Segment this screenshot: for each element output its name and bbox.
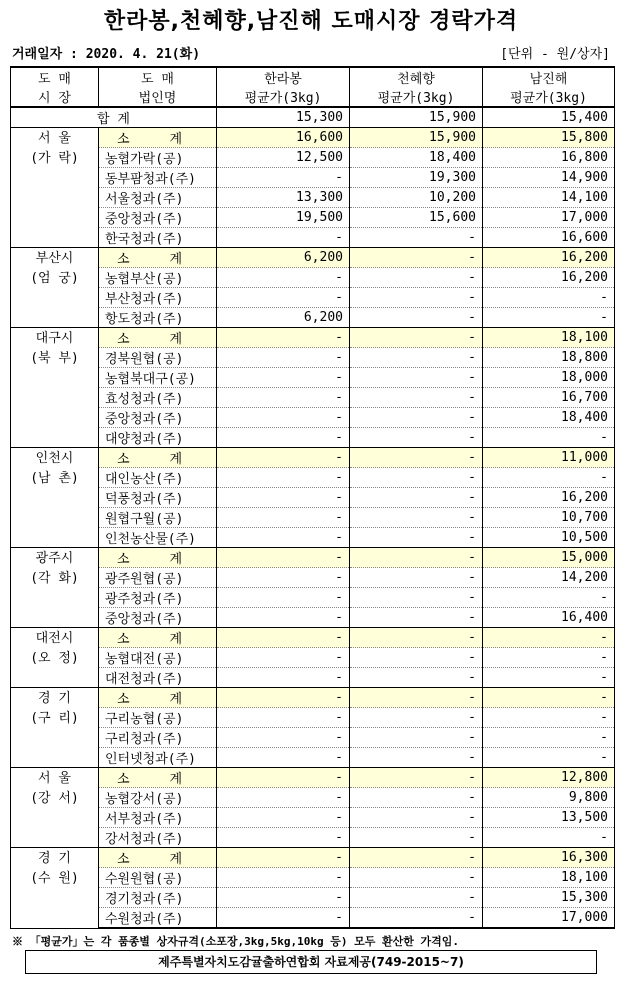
price-cell: - [217, 388, 350, 408]
corp-row [11, 908, 615, 929]
market-name [11, 628, 99, 688]
subtotal-row [11, 328, 615, 348]
corp-name: 부산청과(주) [99, 288, 217, 308]
corp-row [11, 268, 615, 288]
market-name-line: 서 울 [38, 771, 71, 786]
price-cell: 10,200 [350, 188, 483, 208]
corp-row [11, 188, 615, 208]
subtotal-row [11, 248, 615, 268]
market-name [11, 848, 99, 929]
subtotal-label-part: 계 [169, 252, 182, 267]
price-cell: 14,100 [483, 188, 615, 208]
price-cell: - [217, 908, 350, 929]
subtotal-row [11, 548, 615, 568]
price-cell: - [483, 468, 615, 488]
corp-name: 효성청과(주) [99, 388, 217, 408]
price-cell: - [483, 728, 615, 748]
market-name [11, 328, 99, 448]
price-cell: - [217, 628, 350, 648]
price-cell: - [483, 688, 615, 708]
corp-name: 대전청과(주) [99, 668, 217, 688]
price-cell: 14,900 [483, 168, 615, 188]
subtotal-row [11, 628, 615, 648]
total-value: 15,400 [483, 107, 615, 128]
price-cell: - [483, 668, 615, 688]
price-cell: 15,300 [483, 888, 615, 908]
price-cell: - [350, 268, 483, 288]
header-avg-3: 평균가(3kg) [483, 87, 615, 107]
subtotal-label-part: 계 [169, 852, 182, 867]
subtotal-label-part: 소 [117, 772, 130, 787]
price-cell: - [350, 528, 483, 548]
price-cell: - [483, 308, 615, 328]
price-cell: 16,700 [483, 388, 615, 408]
subtotal-label-part: 소 [117, 552, 130, 567]
price-cell: - [217, 748, 350, 768]
corp-row [11, 148, 615, 168]
subtotal-label-text [105, 688, 212, 707]
subtotal-label [99, 448, 217, 468]
corp-name: 구리청과(주) [99, 728, 217, 748]
price-cell: - [350, 608, 483, 628]
corp-row [11, 588, 615, 608]
price-cell: - [217, 568, 350, 588]
subtotal-label-text [105, 128, 212, 147]
corp-row [11, 208, 615, 228]
market-name [11, 688, 99, 768]
subtotal-label [99, 248, 217, 268]
corp-name: 인터넷청과(주) [99, 748, 217, 768]
market-name-line: (가 락) [30, 151, 79, 166]
market-name-line: 광주시 [35, 551, 74, 566]
price-cell: - [217, 828, 350, 848]
subtotal-label-part: 소 [117, 332, 130, 347]
price-cell: 10,700 [483, 508, 615, 528]
price-cell: - [217, 348, 350, 368]
market-name [11, 768, 99, 848]
price-cell: - [350, 868, 483, 888]
subtotal-label [99, 688, 217, 708]
subtotal-label-text [105, 628, 212, 647]
subtotal-label-text [105, 248, 212, 267]
price-cell: 13,500 [483, 808, 615, 828]
subtotal-row [11, 768, 615, 788]
price-cell: 18,400 [483, 408, 615, 428]
price-cell: - [217, 668, 350, 688]
price-cell: - [483, 428, 615, 448]
price-cell: 19,300 [350, 168, 483, 188]
price-cell: - [350, 748, 483, 768]
price-cell: - [217, 708, 350, 728]
subtotal-label-part: 소 [117, 452, 130, 467]
price-cell: - [483, 828, 615, 848]
corp-row [11, 288, 615, 308]
price-cell: - [350, 768, 483, 788]
corp-row [11, 388, 615, 408]
price-cell: - [217, 368, 350, 388]
price-cell: 17,000 [483, 208, 615, 228]
market-name-line: 인천시 [35, 451, 74, 466]
market-name-line: 대전시 [35, 631, 74, 646]
price-cell: - [350, 548, 483, 568]
corp-row [11, 668, 615, 688]
trade-date: 거래일자 : 2020. 4. 21(화) [12, 47, 201, 62]
price-cell: 18,800 [483, 348, 615, 368]
price-cell: 12,800 [483, 768, 615, 788]
subtotal-label-text [105, 328, 212, 347]
price-cell: 19,500 [217, 208, 350, 228]
price-cell: - [350, 708, 483, 728]
subtotal-label [99, 548, 217, 568]
price-cell: - [217, 288, 350, 308]
corp-row [11, 348, 615, 368]
price-cell: 16,300 [483, 848, 615, 868]
corp-name: 동부팜청과(주) [99, 168, 217, 188]
price-cell: - [483, 628, 615, 648]
price-cell: 15,600 [350, 208, 483, 228]
price-cell: - [350, 308, 483, 328]
price-cell: - [217, 868, 350, 888]
price-cell: - [217, 648, 350, 668]
price-cell: - [350, 728, 483, 748]
price-table [10, 66, 615, 929]
price-cell: 6,200 [217, 308, 350, 328]
price-cell: 9,800 [483, 788, 615, 808]
corp-name: 광주청과(주) [99, 588, 217, 608]
corp-row [11, 748, 615, 768]
market-name-line: 경 기 [38, 851, 71, 866]
price-cell: - [350, 468, 483, 488]
price-cell: - [217, 428, 350, 448]
header-product-cheonhyehyang: 천혜향 [350, 67, 483, 87]
price-cell: 18,100 [483, 868, 615, 888]
corp-name: 한국청과(주) [99, 228, 217, 248]
subtotal-label-part: 계 [169, 332, 182, 347]
price-cell: 17,000 [483, 908, 615, 929]
corp-name: 강서청과(주) [99, 828, 217, 848]
page-title: 한라봉,천혜향,남진해 도매시장 경락가격 [103, 9, 519, 34]
price-cell: - [217, 608, 350, 628]
total-value: 15,300 [217, 107, 350, 128]
price-cell: - [483, 288, 615, 308]
price-cell: - [350, 668, 483, 688]
corp-name: 농협북대구(공) [99, 368, 217, 388]
price-cell: - [217, 588, 350, 608]
price-cell: - [350, 408, 483, 428]
market-name-line: (엄 궁) [30, 271, 79, 286]
corp-name: 덕풍청과(주) [99, 488, 217, 508]
price-cell: 10,500 [483, 528, 615, 548]
price-cell: - [350, 288, 483, 308]
market-name-line: 서 울 [38, 131, 71, 146]
price-cell: - [350, 848, 483, 868]
price-cell: 16,800 [483, 148, 615, 168]
corp-row [11, 528, 615, 548]
corp-row [11, 168, 615, 188]
subtotal-label-part: 소 [117, 692, 130, 707]
unit-label: [단위 - 원/상자] [500, 47, 610, 62]
price-cell: 15,900 [350, 128, 483, 148]
subtotal-label-part: 소 [117, 852, 130, 867]
corp-row [11, 568, 615, 588]
price-cell: 11,000 [483, 448, 615, 468]
corp-name: 농협강서(공) [99, 788, 217, 808]
subtotal-label-text [105, 848, 212, 867]
price-cell: - [217, 228, 350, 248]
corp-name: 항도청과(주) [99, 308, 217, 328]
market-name-line: (북 부) [30, 351, 79, 366]
price-cell: - [350, 388, 483, 408]
price-cell: - [217, 408, 350, 428]
corp-name: 광주원협(공) [99, 568, 217, 588]
corp-name: 중앙청과(주) [99, 408, 217, 428]
market-name [11, 448, 99, 548]
subtotal-label [99, 628, 217, 648]
header-market-2: 시 장 [11, 87, 99, 107]
price-cell: - [350, 788, 483, 808]
corp-name: 대인농산(주) [99, 468, 217, 488]
header-product-namjinhae: 남진해 [483, 67, 615, 87]
price-cell: - [483, 648, 615, 668]
price-cell: - [217, 508, 350, 528]
market-name-line: (수 원) [30, 871, 79, 886]
market-name [11, 548, 99, 628]
corp-name: 원협구월(공) [99, 508, 217, 528]
subtotal-label [99, 848, 217, 868]
price-cell: - [350, 888, 483, 908]
corp-name: 농협대전(공) [99, 648, 217, 668]
subtotal-row [11, 448, 615, 468]
subtotal-row [11, 128, 615, 148]
corp-name: 중앙청과(주) [99, 608, 217, 628]
corp-name: 수원청과(주) [99, 908, 217, 929]
subtotal-label-text [105, 448, 212, 467]
corp-name: 구리농협(공) [99, 708, 217, 728]
subtotal-label [99, 768, 217, 788]
header-avg-1: 평균가(3kg) [217, 87, 350, 107]
subtotal-label-part: 계 [169, 632, 182, 647]
subtotal-label-part: 계 [169, 452, 182, 467]
price-cell: 15,000 [483, 548, 615, 568]
market-name-line: (남 촌) [30, 471, 79, 486]
corp-row [11, 488, 615, 508]
subtotal-label-text [105, 548, 212, 567]
total-value: 15,900 [350, 107, 483, 128]
corp-name: 중앙청과(주) [99, 208, 217, 228]
price-cell: - [350, 688, 483, 708]
header-avg-2: 평균가(3kg) [350, 87, 483, 107]
price-cell: 18,100 [483, 328, 615, 348]
corp-row [11, 508, 615, 528]
corp-row [11, 368, 615, 388]
price-cell: - [483, 748, 615, 768]
price-cell: - [217, 328, 350, 348]
header-market: 도 매 [11, 67, 99, 87]
price-cell: - [483, 588, 615, 608]
corp-row [11, 468, 615, 488]
price-cell: - [217, 548, 350, 568]
corp-row [11, 788, 615, 808]
corp-row [11, 828, 615, 848]
corp-name: 인천농산물(주) [99, 528, 217, 548]
subtotal-label-part: 소 [117, 252, 130, 267]
corp-name: 서울청과(주) [99, 188, 217, 208]
price-cell: - [350, 588, 483, 608]
price-cell: - [483, 708, 615, 728]
price-cell: 16,600 [217, 128, 350, 148]
corp-name: 농협부산(공) [99, 268, 217, 288]
price-cell: - [350, 428, 483, 448]
market-name-line: (강 서) [30, 791, 79, 806]
price-cell: - [350, 908, 483, 929]
corp-name: 수원원협(공) [99, 868, 217, 888]
corp-row [11, 228, 615, 248]
price-cell: 14,200 [483, 568, 615, 588]
header-product-hallabong: 한라봉 [217, 67, 350, 87]
price-cell: - [350, 488, 483, 508]
price-cell: 13,300 [217, 188, 350, 208]
corp-row [11, 428, 615, 448]
market-name-line: (각 화) [30, 571, 79, 586]
corp-name: 경기청과(주) [99, 888, 217, 908]
corp-row [11, 888, 615, 908]
price-cell: - [350, 248, 483, 268]
corp-row [11, 868, 615, 888]
corp-row [11, 608, 615, 628]
price-cell: 16,600 [483, 228, 615, 248]
subtotal-label [99, 128, 217, 148]
price-cell: - [217, 488, 350, 508]
price-cell: 12,500 [217, 148, 350, 168]
subtotal-label-part: 계 [169, 552, 182, 567]
subtotal-row [11, 848, 615, 868]
price-cell: - [217, 728, 350, 748]
corp-row [11, 728, 615, 748]
market-name-line: 부산시 [35, 251, 74, 266]
price-cell: - [217, 528, 350, 548]
corp-row [11, 648, 615, 668]
corp-row [11, 308, 615, 328]
total-label: 합 계 [11, 107, 217, 128]
price-cell: 16,200 [483, 268, 615, 288]
price-cell: 6,200 [217, 248, 350, 268]
price-cell: - [217, 468, 350, 488]
header-row-2 [11, 87, 615, 107]
price-cell: - [350, 228, 483, 248]
source-box: 제주특별자치도감귤출하연합회 자료제공(749-2015~7) [25, 950, 597, 974]
subtotal-row [11, 688, 615, 708]
price-cell: - [350, 828, 483, 848]
corp-name: 농협가락(공) [99, 148, 217, 168]
price-cell: - [350, 508, 483, 528]
market-name-line: 대구시 [35, 331, 74, 346]
total-row [11, 107, 615, 128]
price-cell: - [217, 688, 350, 708]
corp-name: 대양청과(주) [99, 428, 217, 448]
corp-name: 서부청과(주) [99, 808, 217, 828]
price-cell: 15,800 [483, 128, 615, 148]
price-cell: - [217, 268, 350, 288]
price-cell: - [350, 348, 483, 368]
price-cell: - [217, 168, 350, 188]
price-cell: - [217, 448, 350, 468]
price-cell: - [350, 368, 483, 388]
subtotal-label-part: 소 [117, 132, 130, 147]
subtotal-label-part: 소 [117, 632, 130, 647]
price-cell: - [217, 768, 350, 788]
corp-row [11, 708, 615, 728]
price-cell: - [350, 648, 483, 668]
price-cell: - [350, 568, 483, 588]
price-cell: 18,400 [350, 148, 483, 168]
subtotal-label-part: 계 [169, 772, 182, 787]
corp-row [11, 808, 615, 828]
corp-name: 경북원협(공) [99, 348, 217, 368]
subtotal-label-text [105, 768, 212, 787]
price-cell: 18,000 [483, 368, 615, 388]
price-cell: - [350, 628, 483, 648]
header-corp-2: 법인명 [99, 87, 217, 107]
price-cell: - [217, 888, 350, 908]
market-name-line: (구 리) [30, 711, 79, 726]
market-name [11, 248, 99, 328]
subtotal-label-part: 계 [169, 692, 182, 707]
price-cell: - [217, 788, 350, 808]
market-name-line: (오 정) [30, 651, 79, 666]
price-cell: 16,200 [483, 248, 615, 268]
price-cell: - [350, 808, 483, 828]
subtotal-label-part: 계 [169, 132, 182, 147]
footnote: ※ 「평균가」는 각 품종별 상자규격(소포장,3kg,5kg,10kg 등) 모두 환산한 가격임. [12, 935, 459, 948]
price-cell: 16,200 [483, 488, 615, 508]
market-name [11, 128, 99, 248]
corp-row [11, 408, 615, 428]
price-cell: - [350, 448, 483, 468]
price-cell: - [217, 808, 350, 828]
subtotal-label [99, 328, 217, 348]
market-name-line: 경 기 [38, 691, 71, 706]
price-cell: - [350, 328, 483, 348]
price-cell: - [217, 848, 350, 868]
header-corp: 도 매 [99, 67, 217, 87]
header-row-1 [11, 67, 615, 87]
price-cell: 16,400 [483, 608, 615, 628]
